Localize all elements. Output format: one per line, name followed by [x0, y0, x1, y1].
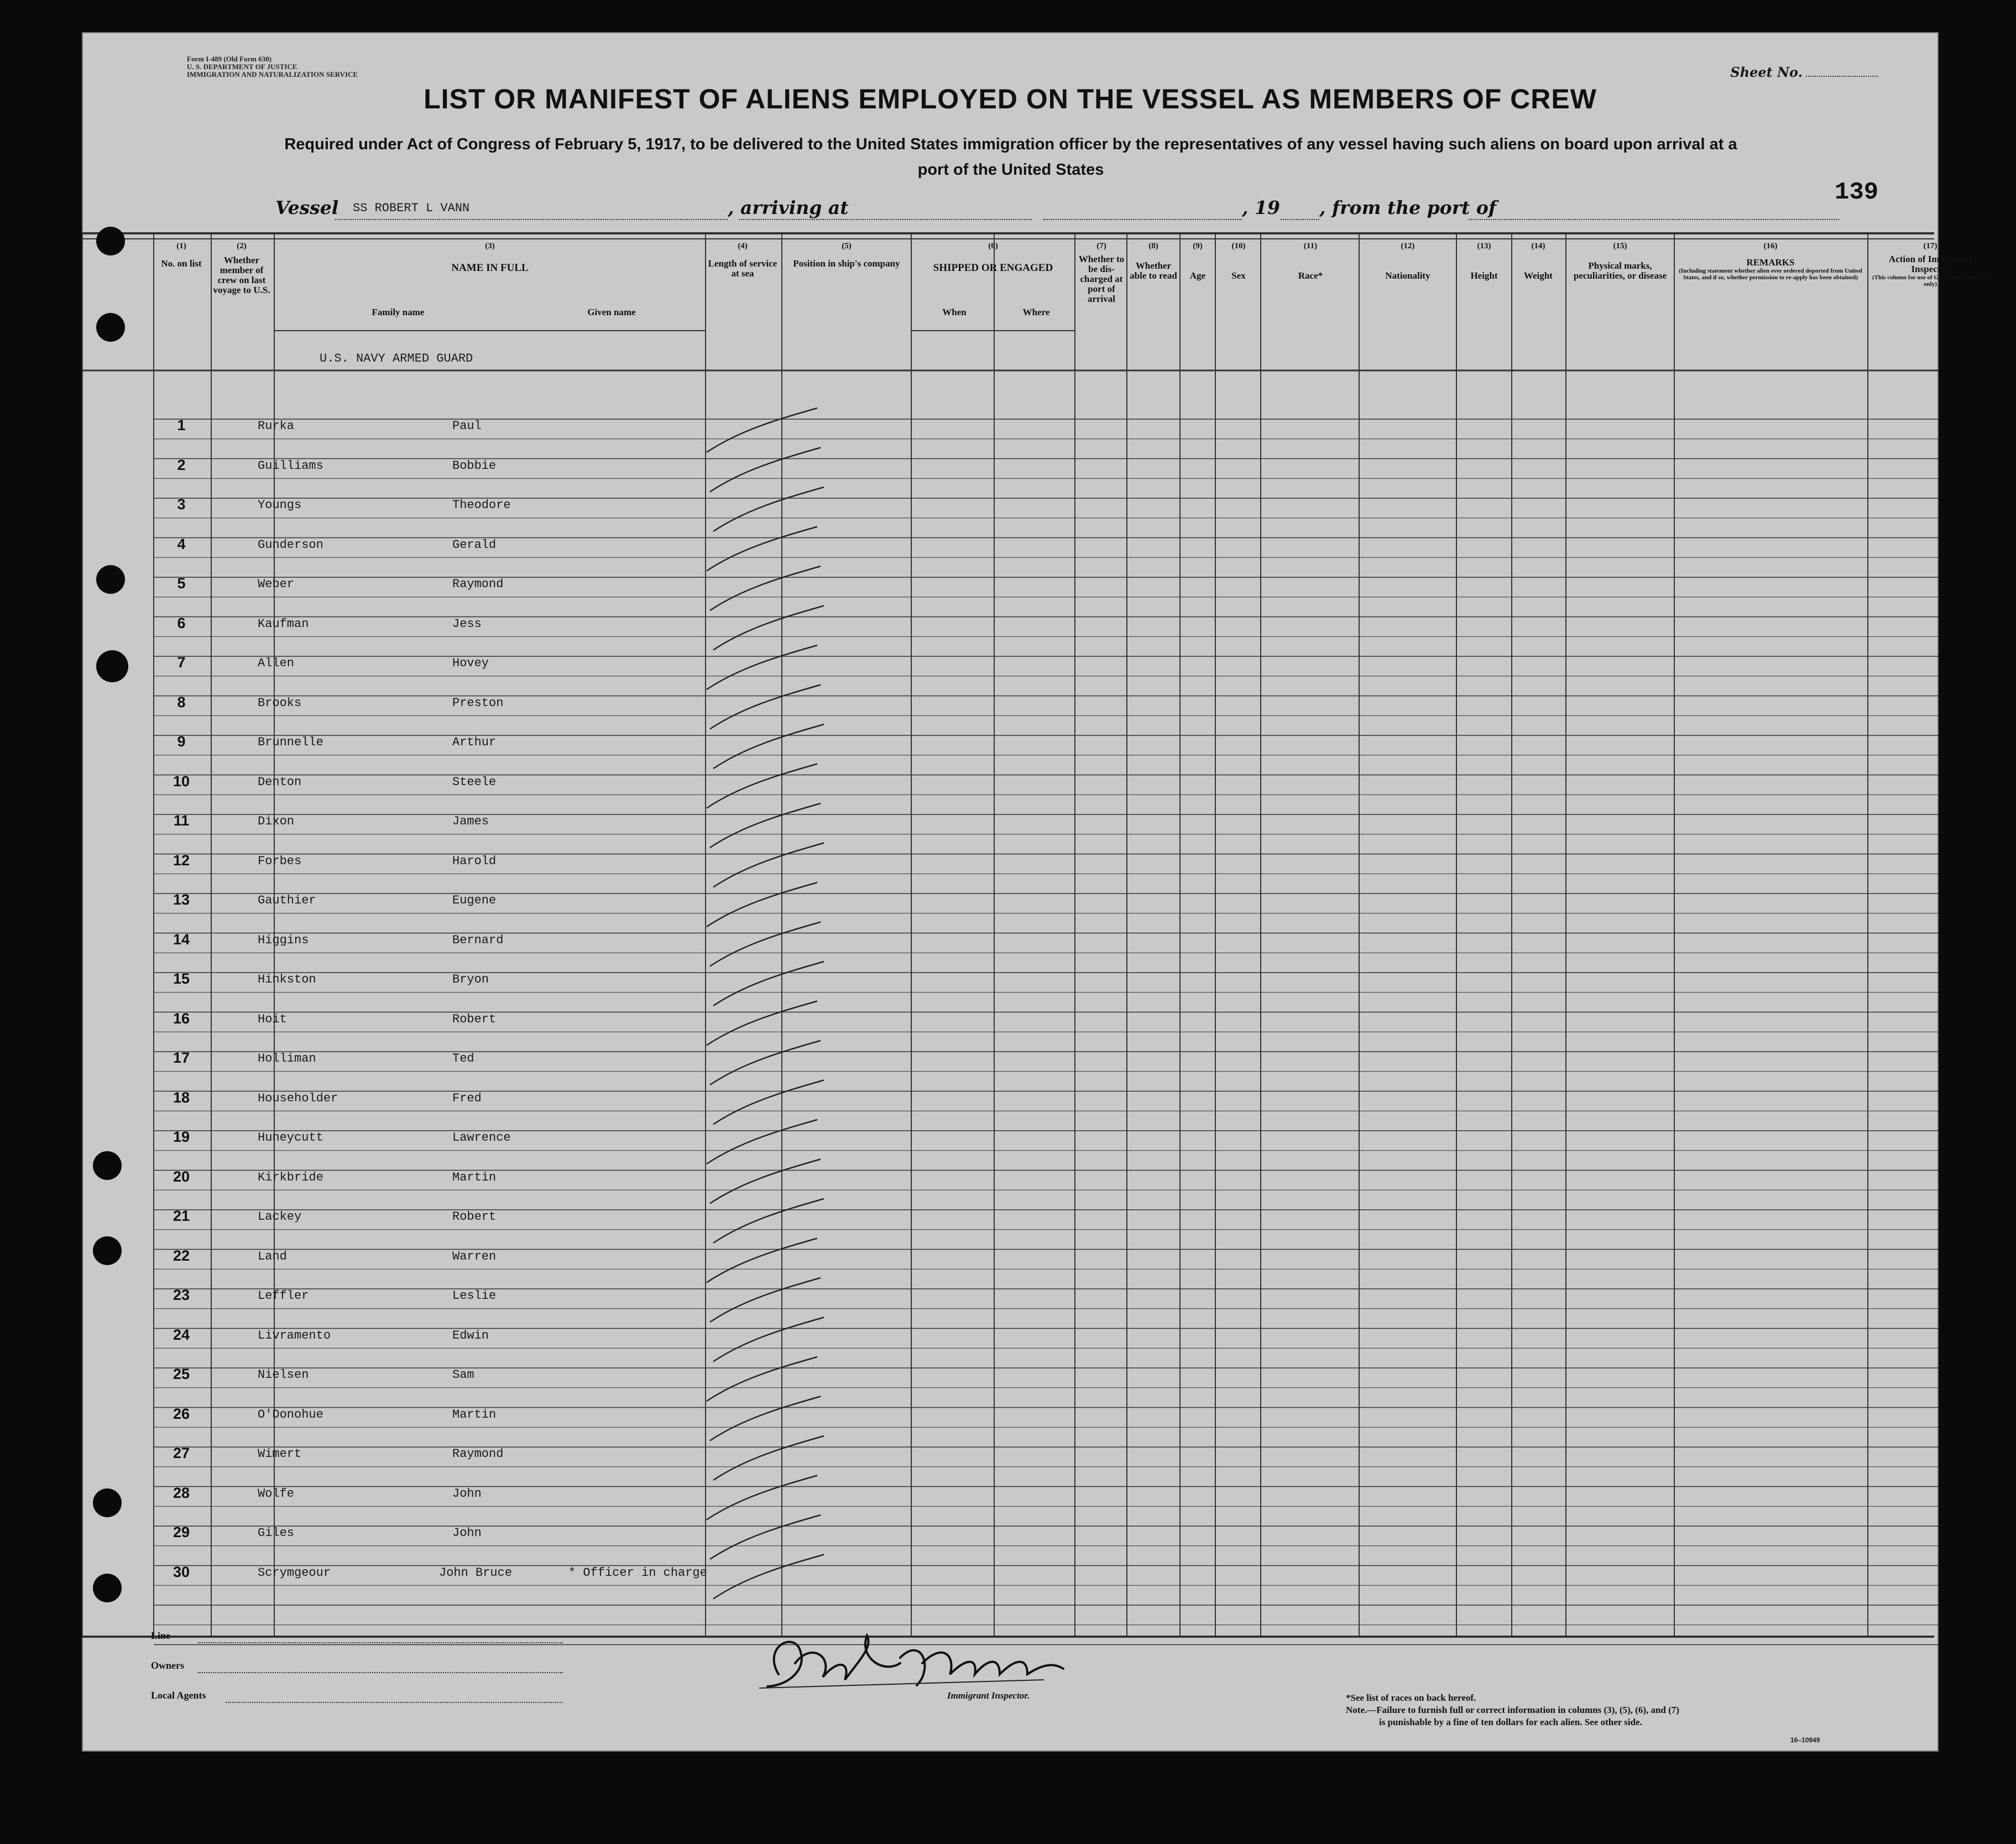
- page-title: LIST OR MANIFEST OF ALIENS EMPLOYED ON THE VESSEL AS MEMBERS OF CREW: [424, 83, 1597, 114]
- col6-header: (6) SHIPPED OR ENGAGED: [933, 242, 1053, 274]
- row-number: 22: [173, 1247, 190, 1264]
- family-name: Nielsen: [258, 1368, 309, 1382]
- family-name: Land: [258, 1249, 287, 1263]
- department-name: U. S. DEPARTMENT OF JUSTICE: [187, 62, 297, 71]
- given-name: Gerald: [452, 537, 497, 552]
- row-number: 30: [173, 1563, 190, 1580]
- given-name: Martin: [452, 1170, 497, 1184]
- page-number: 139: [1835, 179, 1879, 206]
- tally-stroke: [710, 1515, 821, 1559]
- tally-stroke: [707, 1001, 817, 1046]
- tally-stroke: [710, 1159, 821, 1204]
- binder-hole: [96, 650, 128, 682]
- family-name: Hoit: [258, 1012, 287, 1026]
- family-name: Lackey: [258, 1210, 302, 1224]
- row-number: 3: [177, 496, 186, 513]
- family-name: Wimert: [258, 1447, 302, 1461]
- col8-header: (8) Whether able to read: [1130, 242, 1177, 281]
- col16-header: (16) REMARKS (Including statement whether alien ever ordered deported from United States, and if so, whether permission to re-apply has been obtained): [1679, 242, 1862, 281]
- family-name: Gauthier: [258, 894, 316, 907]
- row-number: 8: [177, 693, 186, 711]
- family-name: Allen: [258, 656, 295, 670]
- col17-header: (17) Action of Immigrant Inspector (This column for use of Government officials only): [1872, 242, 1988, 288]
- officer-note: * Officer in charge: [568, 1565, 707, 1580]
- tally-stroke: [710, 803, 821, 848]
- row-number: 23: [173, 1287, 190, 1303]
- binder-hole: [93, 1236, 122, 1265]
- given-name: Ted: [452, 1052, 474, 1065]
- given-name: Steele: [452, 775, 497, 789]
- given-name: Fred: [452, 1091, 482, 1105]
- sheet-number-label: Sheet No.: [1730, 64, 1878, 80]
- given-name: Warren: [452, 1249, 497, 1263]
- row-number: 7: [177, 654, 186, 671]
- family-name: Youngs: [258, 498, 302, 512]
- binder-hole: [93, 1488, 122, 1517]
- family-name: Leffler: [258, 1289, 309, 1303]
- family-name: Rurka: [258, 419, 295, 433]
- owners-label: Owners: [151, 1660, 184, 1671]
- row-number: 24: [173, 1326, 190, 1343]
- tally-stroke: [707, 645, 817, 689]
- col7-header: (7) Whether to be dis-charged at port of arrival: [1078, 242, 1125, 304]
- tally-stroke: [713, 1555, 824, 1599]
- col2-header: (2) Whether member of crew on last voyage to U.S.: [213, 242, 270, 295]
- given-name: Eugene: [452, 894, 497, 907]
- family-name: Gunderson: [258, 537, 323, 552]
- tally-stroke: [710, 566, 821, 610]
- tally-stroke: [713, 487, 824, 531]
- tally-stroke: [713, 724, 824, 769]
- given-name: Robert: [452, 1210, 497, 1224]
- col10-header: (10) Sex: [1231, 242, 1246, 281]
- tally-stroke: [707, 764, 817, 808]
- given-name: Hovey: [452, 656, 489, 670]
- binder-hole: [96, 227, 125, 255]
- tally-stroke: [713, 843, 824, 887]
- col13-header: (13) Height: [1470, 242, 1498, 281]
- tally-stroke: [713, 606, 824, 650]
- given-name: Bryon: [452, 973, 489, 986]
- col1-header: (1) No. on list: [161, 242, 202, 269]
- row-number: 18: [173, 1089, 190, 1106]
- given-name: Martin: [452, 1407, 497, 1422]
- col3-header: (3) NAME IN FULL: [451, 242, 529, 274]
- tally-stroke: [713, 1318, 824, 1362]
- inspector-label: Immigrant Inspector.: [947, 1690, 1030, 1701]
- row-number: 20: [173, 1168, 190, 1185]
- row-number: 25: [173, 1366, 190, 1382]
- binder-hole: [96, 313, 125, 342]
- given-name-header: Given name: [587, 307, 636, 317]
- line-label: Line: [151, 1630, 171, 1641]
- tally-stroke: [713, 1199, 824, 1243]
- row-number: 9: [177, 733, 186, 750]
- vessel-label: Vessel: [275, 197, 339, 218]
- races-note: *See list of races on back hereof.: [1346, 1692, 1476, 1703]
- col9-header: (9) Age: [1189, 242, 1206, 281]
- row-number: 10: [173, 772, 190, 790]
- family-name: Householder: [258, 1091, 338, 1105]
- row-number: 19: [173, 1129, 190, 1145]
- row-number: 16: [173, 1010, 190, 1027]
- arriving-label: , arriving at: [728, 197, 849, 218]
- family-name: Higgins: [258, 933, 309, 947]
- family-name: Huneycutt: [258, 1131, 323, 1145]
- col12-header: (12) Nationality: [1385, 242, 1430, 281]
- given-name: Preston: [452, 696, 504, 710]
- family-name: Weber: [258, 577, 295, 591]
- penalty-note: *See list of races on back hereof. Note.—Failure to furnish full or correct information in columns (3), (5), (6), and (7) is punishable by a fine of ten dollars for each alien. See other side.: [1346, 1692, 1843, 1728]
- family-name: O'Donohue: [258, 1407, 323, 1422]
- row-number: 11: [173, 812, 190, 829]
- tally-stroke: [707, 1476, 817, 1520]
- family-name: Scrymgeour: [258, 1565, 331, 1580]
- given-name: Edwin: [452, 1328, 489, 1342]
- given-name: Theodore: [452, 498, 511, 512]
- tally-stroke: [710, 448, 821, 492]
- family-name: Denton: [258, 775, 302, 789]
- col4-header: (4) Length of service at sea: [708, 242, 777, 279]
- tally-stroke: [710, 1041, 821, 1085]
- binder-hole: [96, 565, 125, 594]
- binder-hole: [93, 1574, 122, 1602]
- family-name-header: Family name: [372, 307, 425, 317]
- given-name: Raymond: [452, 577, 504, 591]
- tally-stroke: [713, 1436, 824, 1480]
- given-name: Bobbie: [452, 458, 497, 473]
- tally-stroke: [707, 408, 817, 452]
- col15-header: (15) Physical marks, peculiarities, or disease: [1573, 242, 1667, 281]
- tally-stroke: [707, 882, 817, 927]
- family-name: Giles: [258, 1526, 295, 1540]
- tally-stroke: [710, 1397, 821, 1441]
- page-subtitle: Required under Act of Congress of February 5, 1917, to be delivered to the United States immigration officer by the representatives of any vessel having such aliens on board upon arrival at a port of the United States: [284, 135, 1737, 179]
- given-name: Leslie: [452, 1289, 497, 1303]
- tally-stroke: [710, 922, 821, 967]
- tally-stroke: [707, 1357, 817, 1401]
- given-name: Bernard: [452, 933, 504, 947]
- tally-stroke: [707, 1239, 817, 1283]
- form-number: Form I-489 (Old Form 630): [187, 55, 272, 63]
- row-number: 27: [173, 1445, 190, 1461]
- given-name: John: [452, 1486, 482, 1501]
- family-name: Dixon: [258, 814, 295, 828]
- row-number: 14: [173, 931, 190, 948]
- when-header: When: [942, 307, 967, 317]
- binder-hole: [93, 1151, 122, 1180]
- tally-stroke: [707, 527, 817, 571]
- given-name: John: [452, 1526, 482, 1540]
- print-code: 16–10949: [1790, 1736, 1820, 1744]
- family-name: Forbes: [258, 854, 302, 868]
- service-name: IMMIGRATION AND NATURALIZATION SERVICE: [187, 70, 358, 79]
- row-number: 13: [173, 891, 190, 908]
- given-name: Raymond: [452, 1447, 504, 1461]
- given-name: Paul: [452, 419, 482, 433]
- row-number: 12: [173, 852, 190, 869]
- row-number: 17: [173, 1049, 190, 1066]
- row-number: 2: [177, 456, 186, 473]
- manifest-sheet: [82, 32, 1988, 1752]
- tally-stroke: [707, 1120, 817, 1164]
- given-name: Jess: [452, 617, 482, 631]
- row-number: 6: [177, 614, 186, 631]
- family-name: Guilliams: [258, 458, 323, 473]
- family-name: Brooks: [258, 696, 302, 710]
- inspector-signature: [756, 1624, 1066, 1702]
- family-name: Holliman: [258, 1052, 316, 1065]
- row-number: 5: [177, 575, 186, 592]
- tally-stroke: [713, 962, 824, 1006]
- row-number: 4: [177, 535, 186, 552]
- given-name: Arthur: [452, 735, 497, 749]
- col11-header: (11) Race*: [1298, 242, 1323, 281]
- family-name: Brunnelle: [258, 735, 323, 749]
- given-name: Sam: [452, 1368, 474, 1382]
- row-number: 29: [173, 1524, 190, 1540]
- row-number: 1: [177, 417, 186, 433]
- given-name: Harold: [452, 854, 497, 868]
- col14-header: (14) Weight: [1524, 242, 1553, 281]
- row-number: 21: [173, 1208, 190, 1224]
- family-name: Kaufman: [258, 617, 309, 631]
- local-agents-label: Local Agents: [151, 1690, 206, 1701]
- form-id-block: [187, 55, 358, 79]
- manifest-grid: [82, 232, 1939, 1648]
- given-name: Lawrence: [452, 1131, 511, 1145]
- given-name: James: [452, 814, 489, 828]
- tally-stroke: [713, 1080, 824, 1125]
- row-number: 15: [173, 970, 190, 987]
- family-name: Livramento: [258, 1328, 331, 1342]
- family-name: Kirkbride: [258, 1170, 323, 1184]
- group-heading: U.S. NAVY ARMED GUARD: [320, 352, 473, 365]
- family-name: Wolfe: [258, 1486, 295, 1501]
- where-header: Where: [1022, 307, 1050, 317]
- year-label: , 19: [1242, 197, 1280, 218]
- row-number: 28: [173, 1484, 190, 1501]
- tally-stroke: [710, 1278, 821, 1322]
- given-name: Robert: [452, 1012, 497, 1026]
- family-name: Hinkston: [258, 973, 316, 986]
- from-port-label: , from the port of: [1319, 197, 1497, 218]
- tally-stroke: [710, 685, 821, 729]
- row-number: 26: [173, 1405, 190, 1422]
- vessel-name: SS ROBERT L VANN: [353, 201, 470, 215]
- given-name: John Bruce: [439, 1565, 513, 1580]
- col5-header: (5) Position in ship's company: [793, 242, 900, 269]
